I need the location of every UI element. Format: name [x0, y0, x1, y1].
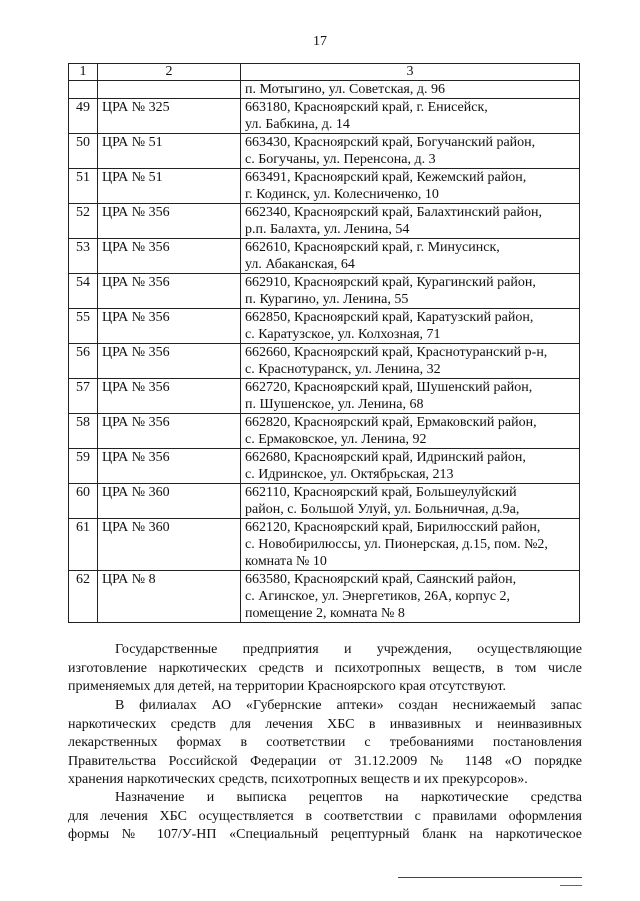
address-line: 663491, Красноярский край, Кежемский район,	[245, 170, 527, 185]
address-line: комната № 10	[245, 554, 327, 569]
address-line: с. Ермаковское, ул. Ленина, 92	[245, 432, 427, 447]
table-row	[69, 99, 580, 134]
header-col-3: 3	[241, 64, 580, 81]
continuation-row	[69, 81, 580, 99]
pharmacy-name: ЦРА № 356	[98, 379, 241, 414]
row-number: 60	[69, 484, 98, 519]
table-row	[69, 204, 580, 239]
pharmacy-address	[241, 344, 580, 379]
address-line: район, с. Большой Улуй, ул. Больничная, д.9а,	[245, 502, 520, 517]
table-row	[69, 484, 580, 519]
address-line: п. Курагино, ул. Ленина, 55	[245, 292, 409, 307]
table-row	[69, 169, 580, 204]
table-row	[69, 571, 580, 623]
address-line: ул. Бабкина, д. 14	[245, 117, 350, 132]
pharmacy-address	[241, 449, 580, 484]
address-line: с. Каратузское, ул. Колхозная, 71	[245, 327, 441, 342]
row-number: 53	[69, 239, 98, 274]
address-line: п. Шушенское, ул. Ленина, 68	[245, 397, 424, 412]
table-row	[69, 274, 580, 309]
address-line: 662910, Красноярский край, Курагинский район,	[245, 275, 536, 290]
address-line: 663180, Красноярский край, г. Енисейск,	[245, 100, 488, 115]
table-row	[69, 134, 580, 169]
table-row	[69, 414, 580, 449]
p2-line-3: лекарственных формах в соответствии с требованиями постановления	[68, 735, 582, 750]
pharmacy-name: ЦРА № 8	[98, 571, 241, 623]
address-line: р.п. Балахта, ул. Ленина, 54	[245, 222, 410, 237]
pharmacy-address	[241, 414, 580, 449]
row-number: 59	[69, 449, 98, 484]
p1-line-2: изготовление наркотических средств и психотропных веществ, в том числе	[68, 660, 582, 676]
pharmacy-name: ЦРА № 51	[98, 134, 241, 169]
table-row	[69, 239, 580, 274]
pharmacy-address	[241, 99, 580, 134]
address-line: г. Кодинск, ул. Колесниченко, 10	[245, 187, 439, 202]
pharmacy-address-table	[68, 63, 580, 623]
paragraph-gubernskie-apteki	[68, 697, 582, 790]
table-row	[69, 449, 580, 484]
pharmacy-address	[241, 134, 580, 169]
table-row	[69, 344, 580, 379]
row-number: 54	[69, 274, 98, 309]
address-line: 662820, Красноярский край, Ермаковский район,	[245, 415, 537, 430]
address-line: помещение 2, комната № 8	[245, 606, 405, 621]
address-line: с. Краснотуранск, ул. Ленина, 32	[245, 362, 441, 377]
pharmacy-name: ЦРА № 360	[98, 484, 241, 519]
table-row	[69, 519, 580, 571]
address-line: 662720, Красноярский край, Шушенский район,	[245, 380, 533, 395]
address-line: 663580, Красноярский край, Саянский район,	[245, 572, 517, 587]
header-col-1: 1	[69, 64, 98, 81]
p2-line-2: наркотических средств для лечения ХБС в инвазивных и неинвазивных	[68, 716, 582, 732]
row-number: 58	[69, 414, 98, 449]
row-number: 50	[69, 134, 98, 169]
row-number: 51	[69, 169, 98, 204]
address-line: 662340, Красноярский край, Балахтинский район,	[245, 205, 542, 220]
pharmacy-name: ЦРА № 356	[98, 239, 241, 274]
p3-line-1: Назначение и выписка рецептов на наркотические средства	[115, 790, 582, 805]
pharmacy-address	[241, 274, 580, 309]
row-number: 55	[69, 309, 98, 344]
p2-line-5: хранения наркотических средств, психотропных веществ и их прекурсоров».	[68, 772, 528, 787]
table-row	[69, 309, 580, 344]
pharmacy-address	[241, 169, 580, 204]
pharmacy-address	[241, 379, 580, 414]
address-line: с. Новобирилюссы, ул. Пионерская, д.15, пом. №2,	[245, 537, 548, 552]
row-number: 61	[69, 519, 98, 571]
footer-rule	[398, 877, 582, 878]
pharmacy-name: ЦРА № 360	[98, 519, 241, 571]
header-col-2: 2	[98, 64, 241, 81]
row-number: 49	[69, 99, 98, 134]
address-line: 662680, Красноярский край, Идринский район,	[245, 450, 526, 465]
pharmacy-address	[241, 309, 580, 344]
address-line: 662610, Красноярский край, г. Минусинск,	[245, 240, 500, 255]
pharmacy-name: ЦРА № 356	[98, 449, 241, 484]
pharmacy-name: ЦРА № 356	[98, 344, 241, 379]
row-number: 57	[69, 379, 98, 414]
footer-rule-short	[560, 885, 582, 886]
table-header-row	[69, 64, 580, 81]
row-number: 62	[69, 571, 98, 623]
address-line: 662660, Красноярский край, Краснотуранский р-н,	[245, 345, 548, 360]
address-line: с. Идринское, ул. Октябрьская, 213	[245, 467, 454, 482]
row-number: 56	[69, 344, 98, 379]
continuation-address: п. Мотыгино, ул. Советская, д. 96	[241, 81, 580, 99]
pharmacy-name: ЦРА № 356	[98, 414, 241, 449]
paragraph-state-enterprises	[68, 641, 582, 697]
address-line: 663430, Красноярский край, Богучанский район,	[245, 135, 536, 150]
p2-line-1: В филиалах АО «Губернские аптеки» создан неснижаемый запас	[115, 698, 582, 713]
pharmacy-name: ЦРА № 356	[98, 204, 241, 239]
paragraph-prescription	[68, 789, 582, 845]
page-number: 17	[313, 34, 327, 49]
pharmacy-address	[241, 519, 580, 571]
row-number: 52	[69, 204, 98, 239]
address-line: 662120, Красноярский край, Бирилюсский район,	[245, 520, 541, 535]
pharmacy-address	[241, 571, 580, 623]
address-line: с. Агинское, ул. Энергетиков, 26А, корпус 2,	[245, 589, 511, 604]
pharmacy-name: ЦРА № 356	[98, 274, 241, 309]
pharmacy-address	[241, 239, 580, 274]
pharmacy-address	[241, 484, 580, 519]
p1-line-3: применяемых для детей, на территории Красноярского края отсутствуют.	[68, 679, 506, 694]
address-line: с. Богучаны, ул. Перенсона, д. 3	[245, 152, 436, 167]
p3-line-3: формы № 107/У-НП «Специальный рецептурный бланк на наркотическое	[68, 827, 582, 842]
pharmacy-name: ЦРА № 51	[98, 169, 241, 204]
pharmacy-name: ЦРА № 356	[98, 309, 241, 344]
table-row	[69, 379, 580, 414]
p2-line-4: Правительства Российской Федерации от 31.12.2009 № 1148 «О порядке	[68, 753, 582, 769]
pharmacy-address	[241, 204, 580, 239]
address-line: 662850, Красноярский край, Каратузский район,	[245, 310, 534, 325]
p3-line-2: для лечения ХБС осуществляется в соответствии с правилами оформления	[68, 808, 582, 824]
p1-line-1: Государственные предприятия и учреждения, осуществляющие	[115, 642, 582, 657]
address-line: 662110, Красноярский край, Большеулуйский	[245, 485, 517, 500]
address-line: ул. Абаканская, 64	[245, 257, 355, 272]
pharmacy-name: ЦРА № 325	[98, 99, 241, 134]
